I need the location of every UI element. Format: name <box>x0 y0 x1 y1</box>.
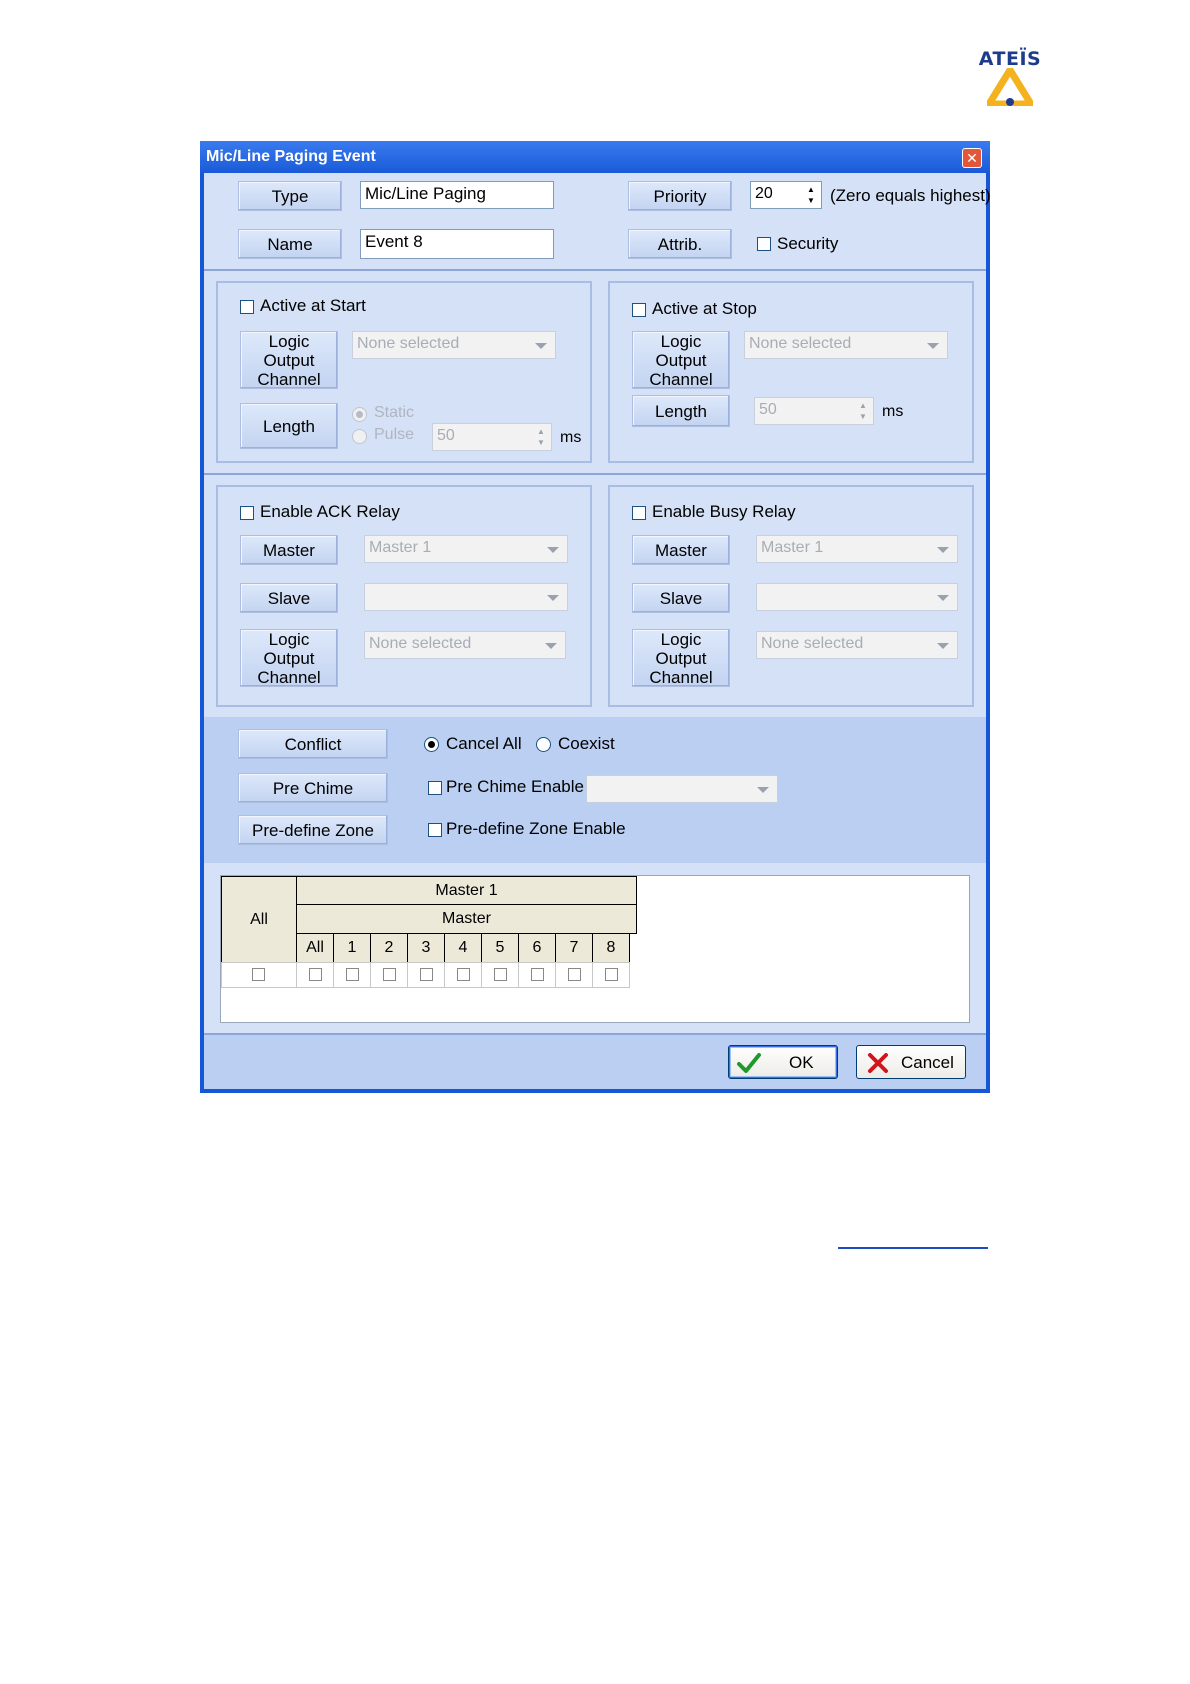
zone-column-header[interactable]: 2 <box>370 933 408 963</box>
zone-checkbox[interactable] <box>309 968 322 981</box>
type-field[interactable]: Mic/Line Paging <box>360 181 554 209</box>
pulse-radio[interactable] <box>352 429 367 444</box>
zone-checkbox[interactable] <box>346 968 359 981</box>
ack-relay-checkbox[interactable] <box>240 506 254 520</box>
dialog-client <box>204 173 991 1089</box>
priority-hint: (Zero equals highest) <box>830 186 991 205</box>
stop-channel-label-line1: Logic Output <box>655 331 707 370</box>
attrib-label[interactable]: Attrib. <box>628 229 732 259</box>
ack-slave-select[interactable] <box>364 583 568 611</box>
chevron-down-icon <box>535 343 547 349</box>
busy-logic-output-label[interactable] <box>632 629 730 687</box>
active-stop-label: Active at Stop <box>652 299 757 318</box>
zone-group-header: Master <box>296 904 637 934</box>
zone-row-cell <box>518 962 556 988</box>
type-label[interactable]: Type <box>238 181 342 211</box>
spin-down-icon[interactable]: ▼ <box>537 438 545 447</box>
mic-line-paging-event-dialog <box>200 141 990 1093</box>
chevron-down-icon <box>937 643 949 649</box>
activation-panel <box>204 269 986 475</box>
busy-channel-label-line1: Logic Output <box>655 629 707 668</box>
dialog-title: Mic/Line Paging Event <box>206 148 376 165</box>
zone-row-all-cell <box>221 962 297 988</box>
active-start-label: Active at Start <box>260 296 366 315</box>
pre-define-zone-enable-label: Pre-define Zone Enable <box>446 819 626 838</box>
logo-triangle-icon <box>987 68 1033 106</box>
busy-relay-label: Enable Busy Relay <box>652 502 796 521</box>
zone-checkbox[interactable] <box>457 968 470 981</box>
logo-text: ATEÏS <box>978 48 1042 70</box>
ack-master-value: Master 1 <box>369 539 432 556</box>
busy-slave-select[interactable] <box>756 583 958 611</box>
cancel-button[interactable] <box>856 1045 966 1079</box>
active-stop-group <box>608 281 974 463</box>
start-logic-output-label[interactable] <box>240 331 338 389</box>
zone-column-header[interactable]: 6 <box>518 933 556 963</box>
busy-master-select[interactable] <box>756 535 958 563</box>
busy-master-label[interactable]: Master <box>632 535 730 565</box>
close-icon[interactable]: ✕ <box>962 148 982 168</box>
ack-relay-group <box>216 485 592 707</box>
chevron-down-icon <box>927 343 939 349</box>
security-label: Security <box>777 234 839 253</box>
stop-channel-label-line2: Channel <box>649 369 713 389</box>
ok-button[interactable] <box>728 1045 838 1079</box>
ack-channel-label-line2: Channel <box>257 667 321 687</box>
x-icon <box>867 1053 889 1073</box>
pulse-label: Pulse <box>374 426 415 443</box>
name-label[interactable]: Name <box>238 229 342 259</box>
chevron-down-icon <box>937 547 949 553</box>
start-length-value: 50 <box>437 427 455 444</box>
active-stop-checkbox[interactable] <box>632 303 646 317</box>
zone-panel <box>204 863 986 1035</box>
zone-all-header[interactable]: All <box>221 876 297 963</box>
zone-checkbox[interactable] <box>568 968 581 981</box>
priority-spinner[interactable] <box>750 181 822 209</box>
ack-channel-label-line1: Logic Output <box>263 629 315 668</box>
chevron-down-icon <box>545 643 557 649</box>
priority-label[interactable]: Priority <box>628 181 732 211</box>
zone-row-cell <box>592 962 630 988</box>
zone-row-cell <box>481 962 519 988</box>
button-bar <box>204 1035 986 1089</box>
busy-relay-group <box>608 485 974 707</box>
zone-checkbox[interactable] <box>494 968 507 981</box>
zone-checkbox[interactable] <box>605 968 618 981</box>
stop-channel-select[interactable] <box>744 331 948 359</box>
ack-master-select[interactable] <box>364 535 568 563</box>
title-bar[interactable] <box>200 141 990 173</box>
zone-device-header: Master 1 <box>296 876 637 905</box>
zone-row-cell <box>555 962 593 988</box>
ack-master-label[interactable]: Master <box>240 535 338 565</box>
name-field[interactable]: Event 8 <box>360 229 554 259</box>
chevron-down-icon <box>547 547 559 553</box>
spin-up-icon[interactable]: ▲ <box>537 427 545 436</box>
link-underline[interactable] <box>838 1247 988 1249</box>
coexist-label: Coexist <box>558 734 615 753</box>
pre-chime-enable-label: Pre Chime Enable <box>446 777 584 796</box>
static-radio[interactable] <box>352 407 367 422</box>
stop-logic-output-label[interactable] <box>632 331 730 389</box>
zone-column-header[interactable]: 5 <box>481 933 519 963</box>
stop-channel-value: None selected <box>749 335 852 352</box>
start-channel-select[interactable] <box>352 331 556 359</box>
busy-master-value: Master 1 <box>761 539 824 556</box>
spin-up-icon[interactable]: ▲ <box>807 185 815 194</box>
pre-define-zone-enable-checkbox[interactable] <box>428 823 442 837</box>
ok-label: OK <box>789 1053 814 1072</box>
start-length-spinner[interactable] <box>432 423 552 451</box>
check-icon <box>737 1052 761 1074</box>
cancel-label: Cancel <box>901 1053 954 1072</box>
busy-channel-select[interactable] <box>756 631 958 659</box>
conflict-label[interactable]: Conflict <box>238 729 388 759</box>
chevron-down-icon <box>937 595 949 601</box>
stop-length-spinner[interactable] <box>754 397 874 425</box>
coexist-radio[interactable] <box>536 737 551 752</box>
chevron-down-icon <box>547 595 559 601</box>
busy-relay-checkbox[interactable] <box>632 506 646 520</box>
ack-logic-output-label[interactable] <box>240 629 338 687</box>
zone-row-cell <box>296 962 334 988</box>
cancel-all-radio[interactable] <box>424 737 439 752</box>
chevron-down-icon <box>757 787 769 793</box>
options-panel <box>204 717 986 865</box>
stop-length-label[interactable]: Length <box>632 395 730 427</box>
zone-column-header[interactable]: 3 <box>407 933 445 963</box>
general-panel <box>204 173 991 271</box>
zone-row-cell <box>407 962 445 988</box>
spin-down-icon[interactable]: ▼ <box>807 196 815 205</box>
priority-value: 20 <box>755 185 773 202</box>
zone-checkbox[interactable] <box>531 968 544 981</box>
active-start-group <box>216 281 592 463</box>
stop-unit: ms <box>882 403 904 420</box>
spin-down-icon[interactable]: ▼ <box>859 412 867 421</box>
zone-row-cell <box>333 962 371 988</box>
busy-channel-label-line2: Channel <box>649 667 713 687</box>
zone-column-header[interactable]: All <box>296 933 334 963</box>
zone-column-header[interactable]: 4 <box>444 933 482 963</box>
stop-length-value: 50 <box>759 401 777 418</box>
zone-table-area <box>220 875 970 1023</box>
active-start-checkbox[interactable] <box>240 300 254 314</box>
busy-channel-value: None selected <box>761 635 864 652</box>
ack-channel-value: None selected <box>369 635 472 652</box>
start-unit: ms <box>560 429 582 446</box>
ack-relay-label: Enable ACK Relay <box>260 502 400 521</box>
ateis-logo <box>975 48 1045 108</box>
zone-column-header[interactable]: 1 <box>333 933 371 963</box>
zone-row-cell <box>444 962 482 988</box>
start-channel-label-line2: Channel <box>257 369 321 389</box>
pre-chime-select[interactable] <box>586 775 778 803</box>
cancel-all-label: Cancel All <box>446 734 522 753</box>
zone-column-header[interactable]: 8 <box>592 933 630 963</box>
start-channel-value: None selected <box>357 335 460 352</box>
zone-checkbox[interactable] <box>420 968 433 981</box>
zone-checkbox[interactable] <box>383 968 396 981</box>
pre-chime-label[interactable]: Pre Chime <box>238 773 388 803</box>
relay-panel <box>204 473 986 719</box>
pre-define-zone-label[interactable]: Pre-define Zone <box>238 815 388 845</box>
start-channel-label-line1: Logic Output <box>263 331 315 370</box>
start-length-label[interactable]: Length <box>240 403 338 449</box>
busy-slave-label[interactable]: Slave <box>632 583 730 613</box>
spin-up-icon[interactable]: ▲ <box>859 401 867 410</box>
ack-channel-select[interactable] <box>364 631 566 659</box>
zone-all-checkbox[interactable] <box>252 968 265 981</box>
zone-row-cell <box>370 962 408 988</box>
ack-slave-label[interactable]: Slave <box>240 583 338 613</box>
zone-column-header[interactable]: 7 <box>555 933 593 963</box>
static-label: Static <box>374 404 415 421</box>
security-checkbox[interactable] <box>757 237 771 251</box>
pre-chime-enable-checkbox[interactable] <box>428 781 442 795</box>
